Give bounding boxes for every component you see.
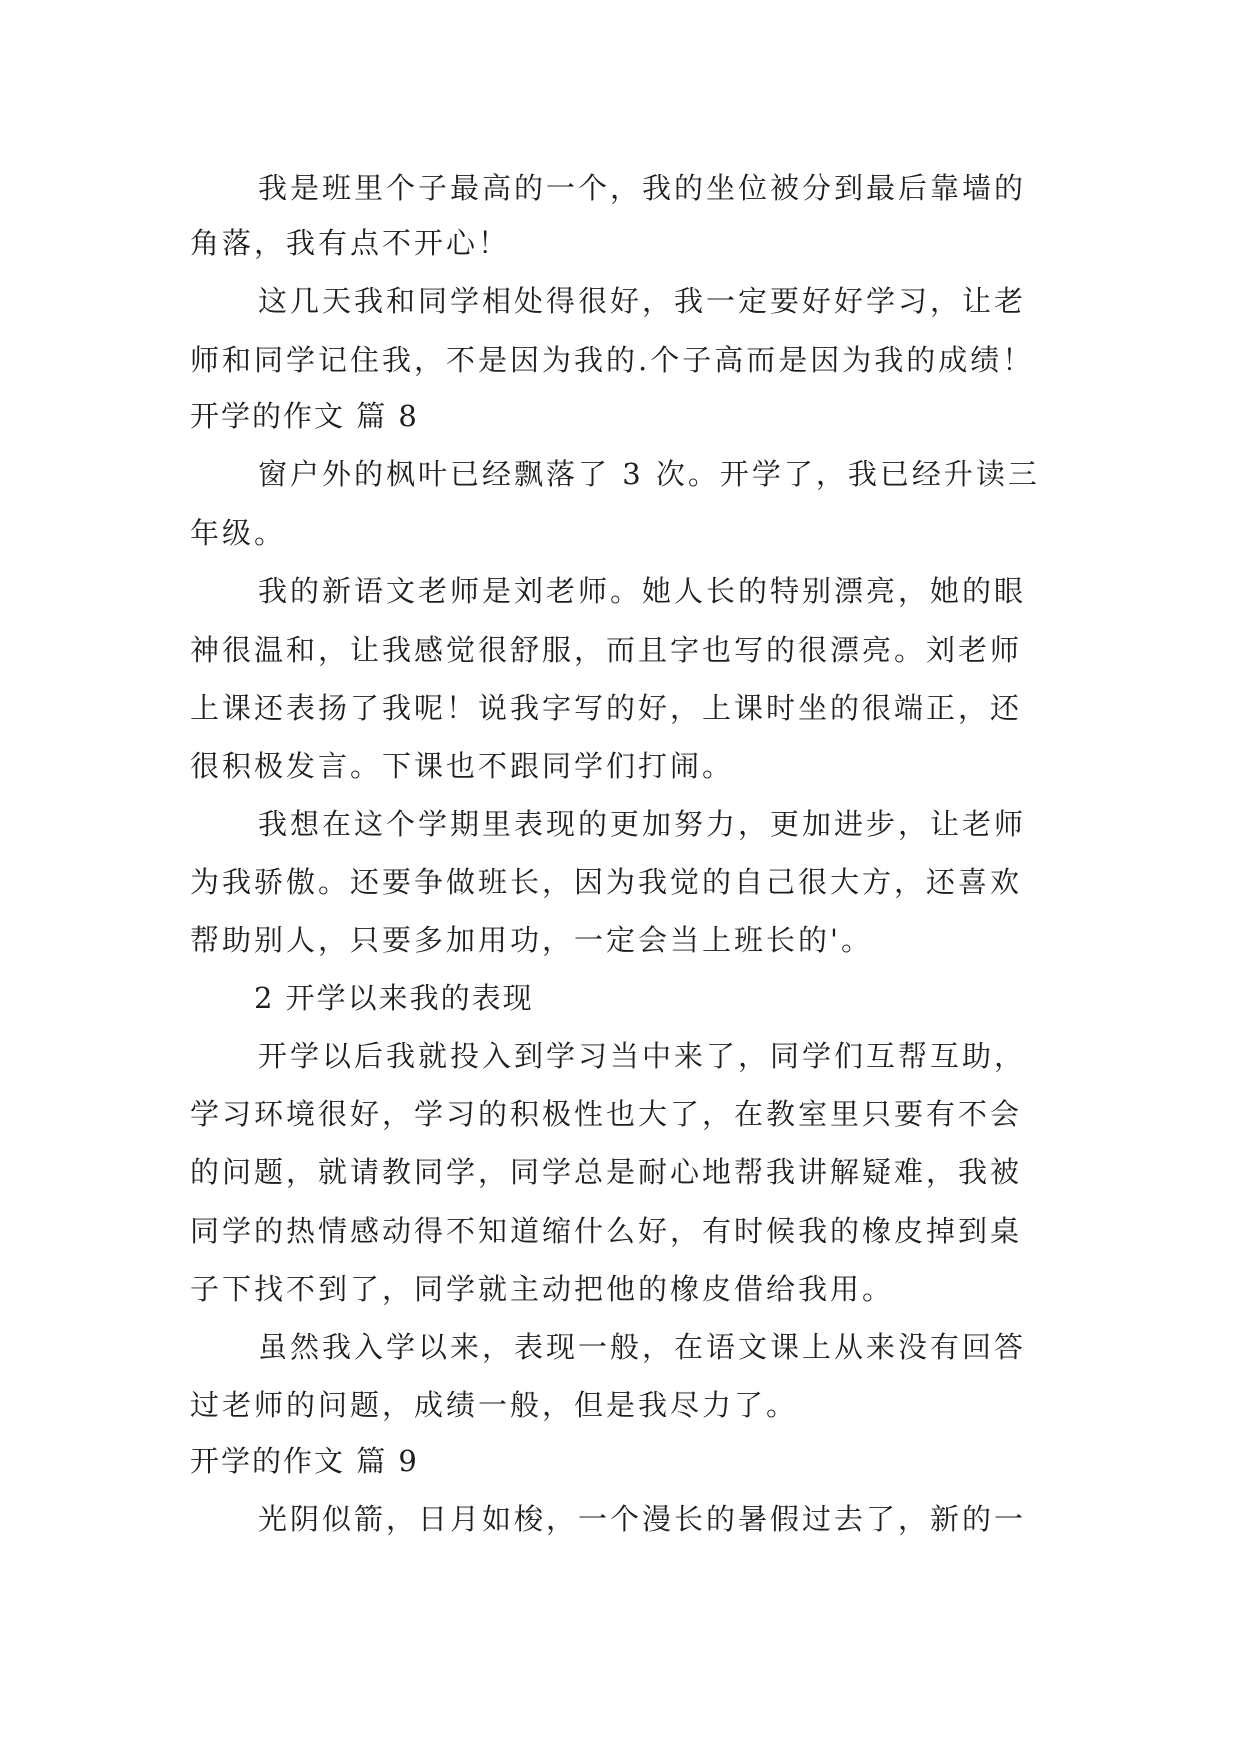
- paragraph-line: 为我骄傲。还要争做班长，因为我觉的自己很大方，还喜欢: [190, 865, 1023, 899]
- section-heading: 开学的作文 篇 9: [190, 1444, 419, 1478]
- paragraph-line: 子下找不到了，同学就主动把他的橡皮借给我用。: [190, 1272, 895, 1306]
- paragraph-line: 我是班里个子最高的一个，我的坐位被分到最后靠墙的: [258, 171, 1027, 205]
- paragraph-line: 我想在这个学期里表现的更加努力，更加进步，让老师: [258, 807, 1027, 841]
- paragraph-line: 同学的热情感动得不知道缩什么好，有时候我的橡皮掉到桌: [190, 1214, 1023, 1248]
- paragraph-line: 很积极发言。下课也不跟同学们打闹。: [190, 749, 735, 783]
- paragraph-line: 角落，我有点不开心！: [190, 226, 511, 260]
- paragraph-line: 过老师的问题，成绩一般，但是我尽力了。: [190, 1388, 799, 1422]
- paragraph-line: 我的新语文老师是刘老师。她人长的特别漂亮，她的眼: [258, 574, 1027, 608]
- paragraph-line: 虽然我入学以来，表现一般，在语文课上从来没有回答: [258, 1330, 1027, 1364]
- paragraph-line: 窗户外的枫叶已经飘落了 3 次。开学了，我已经升读三: [258, 457, 1040, 491]
- paragraph-line: 帮助别人，只要多加用功，一定会当上班长的'。: [190, 923, 873, 957]
- section-heading: 开学的作文 篇 8: [190, 399, 419, 433]
- paragraph-line: 光阴似箭，日月如梭，一个漫长的暑假过去了，新的一: [258, 1502, 1027, 1536]
- paragraph-line: 这几天我和同学相处得很好，我一定要好好学习，让老: [258, 284, 1027, 318]
- paragraph-line: 神很温和，让我感觉很舒服，而且字也写的很漂亮。刘老师: [190, 633, 1023, 667]
- paragraph-line: 开学以后我就投入到学习当中来了，同学们互帮互助，: [258, 1039, 1027, 1073]
- paragraph-line: 年级。: [190, 516, 287, 550]
- section-heading: 2 开学以来我的表现: [254, 981, 534, 1015]
- paragraph-line: 上课还表扬了我呢！说我字写的好，上课时坐的很端正，还: [190, 691, 1023, 725]
- paragraph-line: 学习环境很好，学习的积极性也大了，在教室里只要有不会: [190, 1097, 1023, 1131]
- paragraph-line: 师和同学记住我，不是因为我的.个子高而是因为我的成绩！: [190, 343, 1035, 377]
- paragraph-line: 的问题，就请教同学，同学总是耐心地帮我讲解疑难，我被: [190, 1155, 1023, 1189]
